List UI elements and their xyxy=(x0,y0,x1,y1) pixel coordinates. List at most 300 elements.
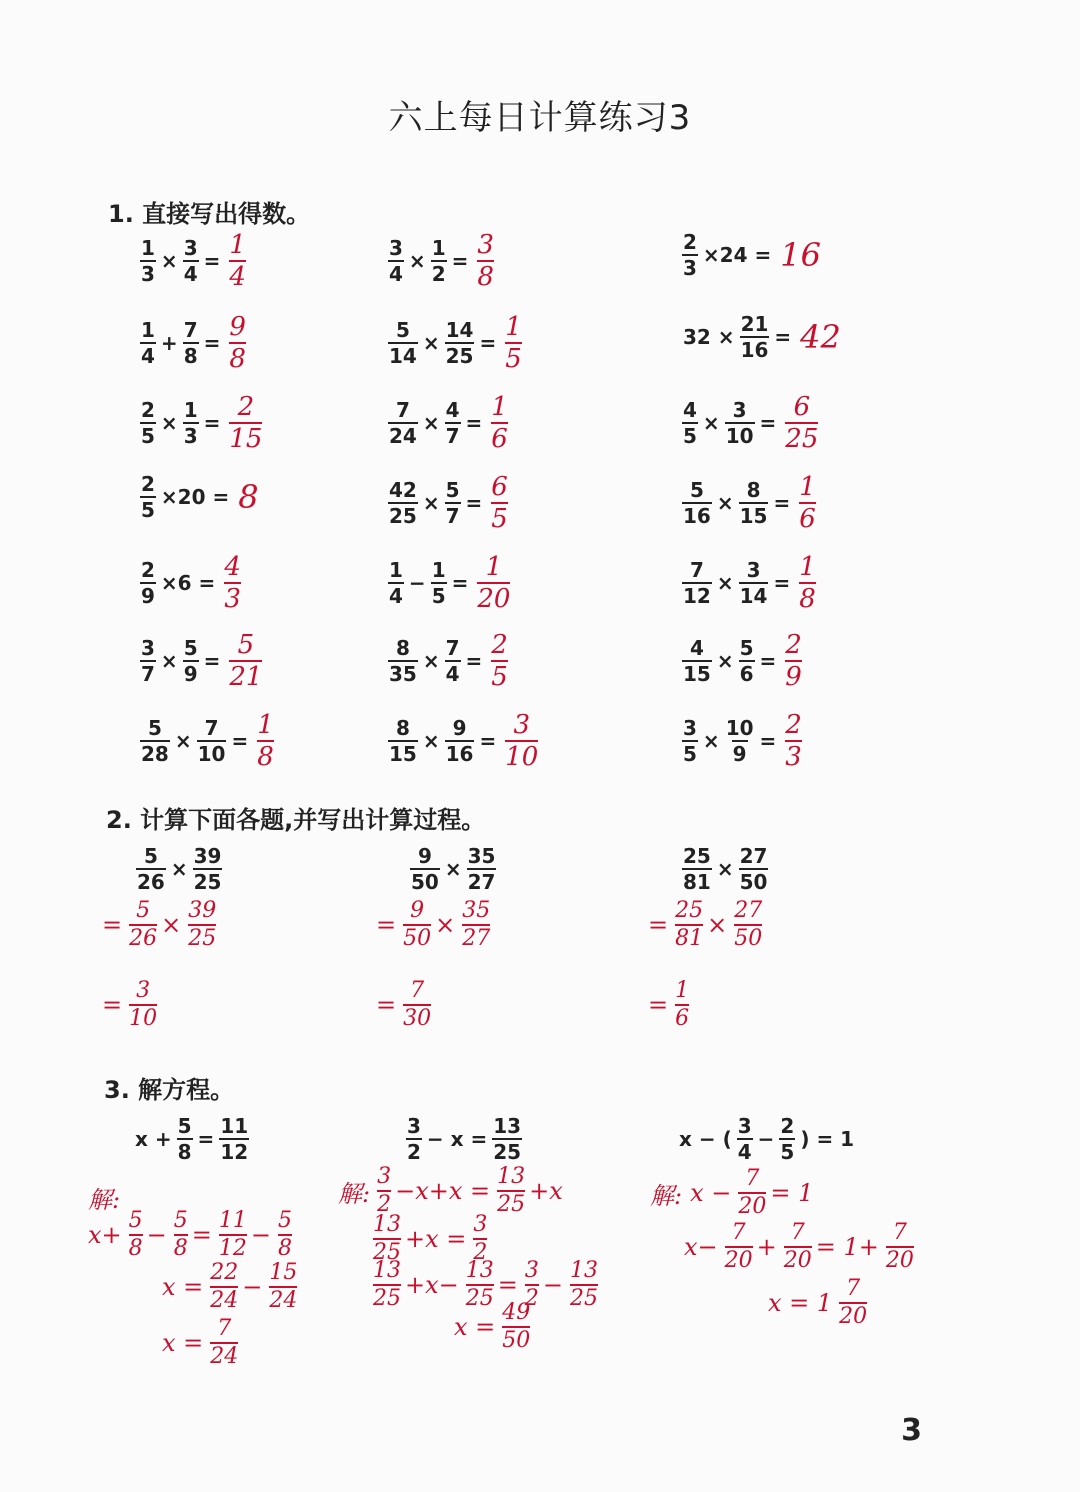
handwritten-answer xyxy=(477,554,510,612)
denominator: 25 xyxy=(188,926,217,951)
numerator: 5 xyxy=(689,478,704,502)
work-result xyxy=(644,980,689,1030)
equals-sign: = xyxy=(102,911,123,939)
denominator: 30 xyxy=(403,1006,432,1031)
exercise-item xyxy=(680,232,821,278)
handwritten-answer xyxy=(785,394,818,452)
section2-heading: 2. 计算下面各题,并写出计算过程。 xyxy=(106,806,486,834)
exercise-item xyxy=(386,232,494,290)
numerator: 14 xyxy=(445,318,474,342)
handwritten-answer xyxy=(403,980,431,1030)
handwritten-answer xyxy=(229,232,246,290)
denominator: 12 xyxy=(683,584,711,608)
operand-fraction xyxy=(682,638,712,684)
denominator: 16 xyxy=(740,338,769,362)
denominator: 20 xyxy=(738,1194,767,1219)
denominator: 20 xyxy=(783,1248,812,1273)
denominator: 24 xyxy=(269,1288,298,1313)
denominator: 6 xyxy=(491,424,508,454)
work-step xyxy=(98,900,216,950)
denominator: 14 xyxy=(389,344,417,368)
operand-fraction xyxy=(779,1116,795,1162)
page-title: 六上每日计算练习3 xyxy=(388,98,692,138)
numerator: 39 xyxy=(188,898,217,923)
operator: × xyxy=(707,911,728,939)
equals-sign: = xyxy=(648,911,669,939)
numerator: 3 xyxy=(513,710,531,740)
exercise-item xyxy=(680,314,841,360)
exercise-item xyxy=(138,554,241,612)
operator: × xyxy=(422,729,440,753)
denominator: 4 xyxy=(389,262,403,286)
denominator: 12 xyxy=(218,1236,247,1261)
denominator: 5 xyxy=(141,424,155,448)
handwritten-fraction xyxy=(129,1210,143,1260)
exercise-item xyxy=(138,394,262,452)
numerator: 5 xyxy=(136,898,151,923)
solution-line xyxy=(84,1210,292,1260)
operand-fraction xyxy=(177,1116,193,1162)
denominator: 7 xyxy=(445,504,460,528)
equals-sign: = xyxy=(773,491,791,515)
numerator: 3 xyxy=(377,1164,392,1189)
page-number: 3 xyxy=(901,1413,922,1448)
numerator: 3 xyxy=(141,636,155,660)
equals-sign: = xyxy=(203,649,221,673)
denominator: 8 xyxy=(277,1236,292,1261)
handwritten-fraction xyxy=(784,1222,812,1272)
handwritten-text: 解: xyxy=(338,1179,371,1208)
numerator: 3 xyxy=(737,1114,752,1138)
operand-fraction xyxy=(682,232,698,278)
numerator: 5 xyxy=(395,318,410,342)
denominator: 5 xyxy=(431,584,446,608)
denominator: 20 xyxy=(885,1248,914,1273)
exercise-item xyxy=(680,632,802,690)
numerator: 13 xyxy=(493,1114,522,1138)
numerator: 9 xyxy=(229,312,246,342)
exercise-item xyxy=(386,474,508,532)
denominator: 81 xyxy=(683,870,711,894)
handwritten-answer xyxy=(491,632,508,690)
operand-fraction xyxy=(140,638,156,684)
numerator: 2 xyxy=(141,558,155,582)
denominator: 50 xyxy=(734,926,763,951)
denominator: 2 xyxy=(407,1140,421,1164)
denominator: 25 xyxy=(193,870,222,894)
numerator: 2 xyxy=(785,630,802,660)
operand-fraction xyxy=(388,638,418,684)
handwritten-fraction xyxy=(403,900,431,950)
numerator: 3 xyxy=(389,236,403,260)
operator: × xyxy=(408,249,426,273)
numerator: 13 xyxy=(373,1258,401,1283)
denominator: 25 xyxy=(497,1192,526,1217)
section3-heading: 3. 解方程。 xyxy=(104,1076,235,1104)
handwritten-answer xyxy=(229,314,246,372)
operator: × xyxy=(422,491,440,515)
handwritten-text: x = xyxy=(162,1273,204,1301)
handwritten-fraction xyxy=(497,1166,525,1216)
handwritten-fraction xyxy=(219,1210,247,1260)
operator: × xyxy=(716,649,734,673)
denominator: 20 xyxy=(724,1248,753,1273)
handwritten-answer xyxy=(491,394,508,452)
denominator: 2 xyxy=(524,1286,539,1311)
numerator: 5 xyxy=(147,716,162,740)
numerator: 5 xyxy=(739,636,754,660)
operator: × xyxy=(716,857,734,881)
denominator: 2 xyxy=(473,1240,488,1265)
handwritten-fraction xyxy=(278,1210,292,1260)
equals-sign: = xyxy=(465,491,483,515)
denominator: 5 xyxy=(683,424,697,448)
handwritten-fraction xyxy=(377,1166,391,1216)
denominator: 50 xyxy=(502,1328,531,1353)
equals-sign: = xyxy=(203,249,221,273)
handwritten-text: x = xyxy=(162,1329,204,1357)
equals-sign: = xyxy=(451,571,469,595)
operand-fraction xyxy=(492,1116,522,1162)
operand-fraction xyxy=(140,560,156,606)
denominator: 25 xyxy=(445,344,474,368)
numerator: 1 xyxy=(491,392,508,422)
equation xyxy=(132,1116,251,1162)
handwritten-fraction xyxy=(210,1318,238,1368)
denominator: 5 xyxy=(683,742,697,766)
numerator: 1 xyxy=(431,558,446,582)
denominator: 6 xyxy=(675,1006,690,1031)
calc-problem xyxy=(408,846,498,892)
numerator: 3 xyxy=(683,716,697,740)
operand-fraction xyxy=(739,560,769,606)
denominator: 6 xyxy=(739,662,754,686)
denominator: 4 xyxy=(183,262,198,286)
numerator: 1 xyxy=(799,552,816,582)
equation-text: − x = xyxy=(426,1127,488,1151)
operator: × xyxy=(160,249,178,273)
denominator: 24 xyxy=(389,424,417,448)
denominator: 4 xyxy=(141,344,155,368)
equation-text: ) = 1 xyxy=(800,1127,855,1151)
handwritten-answer xyxy=(477,232,494,290)
handwritten-fraction xyxy=(502,1302,530,1352)
numerator: 35 xyxy=(462,898,491,923)
operand-fraction xyxy=(183,400,199,446)
equation-text: x + xyxy=(135,1127,172,1151)
numerator: 13 xyxy=(497,1164,526,1189)
exercise-item xyxy=(680,394,818,452)
numerator: 7 xyxy=(217,1316,232,1341)
numerator: 7 xyxy=(689,558,704,582)
exercise-item xyxy=(680,474,816,532)
calc-problem xyxy=(134,846,224,892)
numerator: 5 xyxy=(183,636,198,660)
numerator: 7 xyxy=(410,978,425,1003)
denominator: 25 xyxy=(785,424,819,454)
denominator: 4 xyxy=(389,584,403,608)
denominator: 27 xyxy=(462,926,491,951)
denominator: 16 xyxy=(445,742,474,766)
denominator: 5 xyxy=(491,662,508,692)
numerator: 1 xyxy=(431,236,446,260)
denominator: 5 xyxy=(141,498,155,522)
handwritten-answer xyxy=(229,632,262,690)
handwritten-text: − xyxy=(542,1271,563,1299)
equation xyxy=(404,1116,524,1162)
handwritten-text: x = 1 xyxy=(768,1289,833,1317)
operator: × xyxy=(160,411,178,435)
operand-fraction xyxy=(388,400,418,446)
equals-sign: = xyxy=(102,991,123,1019)
handwritten-answer xyxy=(505,712,538,770)
numerator: 2 xyxy=(491,630,508,660)
numerator: 49 xyxy=(502,1300,531,1325)
denominator: 9 xyxy=(785,662,802,692)
operand-fraction xyxy=(140,320,156,366)
operator: × xyxy=(422,411,440,435)
operand-fraction xyxy=(388,480,418,526)
handwritten-fraction xyxy=(462,900,490,950)
numerator: 1 xyxy=(799,472,816,502)
work-result xyxy=(98,980,157,1030)
handwritten-text: +x xyxy=(529,1177,563,1205)
equation-text: x − ( xyxy=(679,1127,732,1151)
handwritten-fraction xyxy=(373,1260,401,1310)
operand-fraction xyxy=(445,400,461,446)
denominator: 9 xyxy=(141,584,155,608)
numerator: 3 xyxy=(136,978,151,1003)
operand-fraction xyxy=(682,480,712,526)
denominator: 8 xyxy=(128,1236,143,1261)
handwritten-fraction xyxy=(886,1222,914,1272)
denominator: 14 xyxy=(739,584,768,608)
solution-line xyxy=(334,1166,567,1216)
operator: ×24 = xyxy=(702,243,772,267)
numerator: 8 xyxy=(746,478,761,502)
denominator: 4 xyxy=(445,662,460,686)
numerator: 3 xyxy=(477,230,494,260)
denominator: 28 xyxy=(141,742,169,766)
numerator: 4 xyxy=(689,636,704,660)
operand-fraction xyxy=(737,1116,753,1162)
numerator: 7 xyxy=(183,318,198,342)
denominator: 27 xyxy=(467,870,496,894)
handwritten-text: x = xyxy=(454,1313,496,1341)
denominator: 3 xyxy=(785,742,802,772)
equals-sign: = xyxy=(759,729,777,753)
operand-fraction xyxy=(467,846,497,892)
denominator: 7 xyxy=(141,662,155,686)
denominator: 8 xyxy=(229,344,246,374)
operator: × xyxy=(422,331,440,355)
numerator: 7 xyxy=(745,1166,760,1191)
denominator: 7 xyxy=(445,424,460,448)
numerator: 2 xyxy=(141,472,155,496)
operator: ×20 = xyxy=(160,485,230,509)
denominator: 24 xyxy=(210,1288,239,1313)
handwritten-fraction xyxy=(725,1222,753,1272)
operand-fraction xyxy=(410,846,440,892)
work-step xyxy=(372,900,490,950)
handwritten-fraction xyxy=(188,900,216,950)
numerator: 11 xyxy=(220,1114,249,1138)
denominator: 21 xyxy=(229,662,263,692)
numerator: 22 xyxy=(210,1260,239,1285)
handwritten-text: +x = xyxy=(405,1225,467,1253)
handwritten-answer xyxy=(257,712,274,770)
equals-sign: = xyxy=(773,571,791,595)
numerator: 7 xyxy=(731,1220,746,1245)
numerator: 3 xyxy=(524,1258,539,1283)
operator: × xyxy=(161,911,182,939)
denominator: 25 xyxy=(569,1286,598,1311)
denominator: 3 xyxy=(224,584,241,614)
operator: × xyxy=(170,857,188,881)
handwritten-answer xyxy=(785,632,802,690)
denominator: 8 xyxy=(177,1140,192,1164)
operand-fraction xyxy=(725,718,755,764)
exercise-item xyxy=(386,632,508,690)
equals-sign: = xyxy=(759,411,777,435)
handwritten-text: + xyxy=(756,1233,777,1261)
numerator: 1 xyxy=(229,230,246,260)
operator: × xyxy=(174,729,192,753)
handwritten-answer: 8 xyxy=(238,478,259,516)
equation-text: = xyxy=(197,1127,215,1151)
exercise-item xyxy=(138,232,246,290)
numerator: 7 xyxy=(445,636,460,660)
denominator: 26 xyxy=(137,870,165,894)
calc-problem xyxy=(680,846,770,892)
numerator: 8 xyxy=(395,716,410,740)
handwritten-text: −x+x = xyxy=(395,1177,491,1205)
operator: × xyxy=(422,649,440,673)
equals-sign: = xyxy=(203,411,221,435)
numerator: 42 xyxy=(389,478,417,502)
denominator: 50 xyxy=(411,870,439,894)
equals-sign: = xyxy=(451,249,469,273)
exercise-item xyxy=(386,554,510,612)
operand-fraction xyxy=(183,638,199,684)
numerator: 7 xyxy=(846,1276,861,1301)
operand-fraction xyxy=(183,238,199,284)
denominator: 4 xyxy=(737,1140,752,1164)
operator: + xyxy=(160,331,178,355)
handwritten-text: x − xyxy=(690,1179,732,1207)
denominator: 15 xyxy=(229,424,263,454)
denominator: 8 xyxy=(799,584,816,614)
handwritten-fraction xyxy=(839,1278,867,1328)
exercise-item xyxy=(138,712,274,770)
numerator: 5 xyxy=(445,478,460,502)
denominator: 12 xyxy=(220,1140,249,1164)
equals-sign: = xyxy=(479,729,497,753)
denominator: 10 xyxy=(725,424,754,448)
operand-fraction xyxy=(445,480,461,526)
numerator: 15 xyxy=(269,1260,298,1285)
operand-fraction xyxy=(140,238,156,284)
equals-sign: = xyxy=(465,411,483,435)
operand-fraction xyxy=(445,320,475,366)
denominator: 26 xyxy=(129,926,158,951)
operand-fraction xyxy=(140,474,156,520)
work-step xyxy=(644,900,762,950)
numerator: 10 xyxy=(725,716,754,740)
denominator: 8 xyxy=(183,344,198,368)
equals-sign: = xyxy=(774,325,792,349)
handwritten-answer xyxy=(224,554,241,612)
operand-fraction xyxy=(725,400,755,446)
numerator: 5 xyxy=(177,1114,192,1138)
handwritten-text: x− xyxy=(684,1233,718,1261)
handwritten-text: = xyxy=(191,1221,212,1249)
numerator: 39 xyxy=(193,844,222,868)
numerator: 2 xyxy=(237,392,255,422)
numerator: 5 xyxy=(128,1208,143,1233)
exercise-item xyxy=(138,314,246,372)
handwritten-text: 解: xyxy=(88,1186,121,1214)
denominator: 6 xyxy=(799,504,816,534)
operand-fraction xyxy=(140,718,170,764)
numerator: 9 xyxy=(410,898,425,923)
denominator: 9 xyxy=(732,742,747,766)
handwritten-answer xyxy=(129,980,157,1030)
equals-sign: = xyxy=(376,991,397,1019)
numerator: 3 xyxy=(473,1212,488,1237)
numerator: 3 xyxy=(183,236,198,260)
equals-sign: = xyxy=(376,911,397,939)
equals-sign: = xyxy=(465,649,483,673)
operator: − xyxy=(408,571,426,595)
denominator: 20 xyxy=(477,584,511,614)
numerator: 8 xyxy=(395,636,410,660)
numerator: 7 xyxy=(892,1220,907,1245)
operand-fraction xyxy=(193,846,223,892)
equals-sign: = xyxy=(759,649,777,673)
numerator: 5 xyxy=(143,844,158,868)
numerator: 5 xyxy=(277,1208,292,1233)
operand-fraction xyxy=(219,1116,249,1162)
numerator: 25 xyxy=(683,844,711,868)
handwritten-fraction xyxy=(373,1214,401,1264)
operand-fraction xyxy=(739,638,755,684)
handwritten-text: +x− xyxy=(405,1271,459,1299)
operand-fraction xyxy=(739,846,769,892)
handwritten-fraction xyxy=(675,900,703,950)
denominator: 10 xyxy=(129,1006,158,1031)
numerator: 27 xyxy=(739,844,768,868)
operand-fraction xyxy=(431,238,447,284)
handwritten-fraction xyxy=(210,1262,238,1312)
numerator: 1 xyxy=(141,236,155,260)
solution-line xyxy=(370,1214,487,1264)
handwritten-answer xyxy=(799,474,816,532)
numerator: 9 xyxy=(417,844,432,868)
handwritten-text: = 1 xyxy=(770,1179,814,1207)
solution-line xyxy=(646,1168,817,1218)
equals-sign: = xyxy=(648,991,669,1019)
numerator: 5 xyxy=(237,630,255,660)
numerator: 21 xyxy=(740,312,769,336)
denominator: 3 xyxy=(683,256,697,280)
numerator: 7 xyxy=(790,1220,805,1245)
handwritten-text: 解: xyxy=(650,1181,683,1210)
exercise-item xyxy=(680,712,802,770)
denominator: 25 xyxy=(493,1140,522,1164)
solution-line xyxy=(450,1302,530,1352)
denominator: 5 xyxy=(491,504,508,534)
